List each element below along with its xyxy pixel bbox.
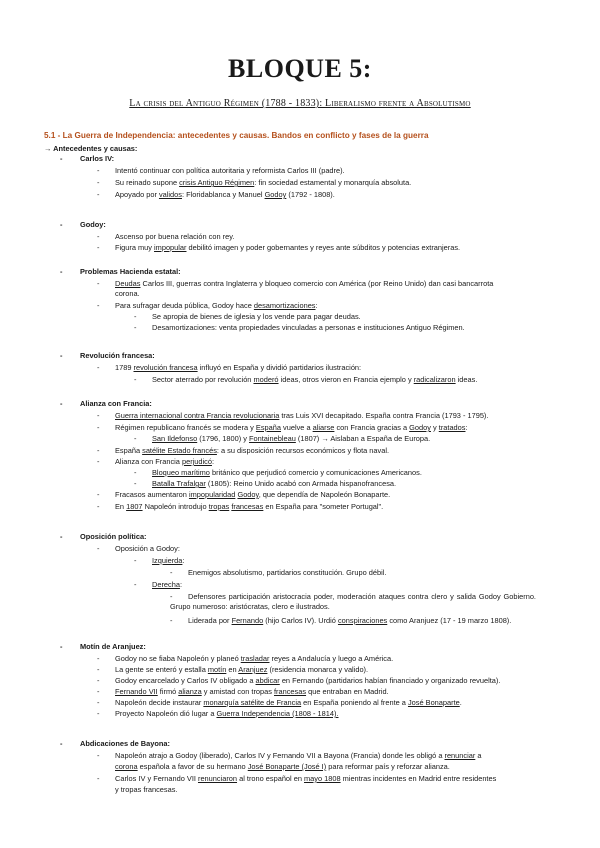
list-item: - La gente se enteró y estalla motín en Aranjuez (residencia monarca y valido).	[97, 665, 369, 674]
topic-motin: - Motín de Aranjuez:	[60, 642, 146, 651]
list-item: - Desamortizaciones: venta propiedades vinculadas a personas e instituciones Antiguo Régimen.	[134, 323, 465, 332]
topic-carlos-iv: - Carlos IV:	[60, 154, 115, 163]
list-item: - Godoy no se fiaba Napoleón y planeó trasladar reyes a Andalucía y luego a América.	[97, 654, 394, 663]
list-item: - Intentó continuar con política autoritaria y reformista Carlos III (padre).	[97, 166, 345, 175]
list-item-continuation: y tropas francesas.	[115, 785, 178, 794]
list-item: - Derecha:	[134, 580, 182, 589]
list-item: - Napoleón atrajo a Godoy (liberado), Carlos IV y Fernando VII a Bayona (Francia) donde les obligó a renunciar a	[97, 751, 482, 760]
list-item: - Napoleón decide instaurar monarquía satélite de Francia en España poniendo al frente a José Bonaparte.	[97, 698, 462, 707]
list-item: - Liderada por Fernando (hijo Carlos IV). Urdió conspiraciones como Aranjuez (17 - 19 marzo 1808).	[170, 616, 512, 625]
list-item: - Fernando VII firmó alianza y amistad con tropas francesas que entraban en Madrid.	[97, 687, 389, 696]
list-item-continuation: corona.	[115, 289, 140, 298]
list-item: - Alianza con Francia perjudicó:	[97, 457, 215, 466]
section-heading: 5.1 - La Guerra de Independencia: antecedentes y causas. Bandos en conflicto y fases de la guerra	[44, 131, 429, 140]
page-title: BLOQUE 5:	[228, 54, 372, 83]
list-item: - Enemigos absolutismo, partidarios constitución. Grupo débil.	[170, 568, 387, 577]
list-item: - Defensores participación aristocracia poder, moderación ataques contra clero y salida Godoy Gobierno. Grupo numeroso: aristócratas, clero e ilustrados.	[170, 592, 536, 611]
list-item: - 1789 revolución francesa influyó en España y dividió partidarios ilustración:	[97, 363, 362, 372]
list-item: - En 1807 Napoleón introdujo tropas francesas en España para "someter Portugal".	[97, 502, 384, 511]
list-item: - Fracasos aumentaron impopularidad Godoy, que dependía de Napoleón Bonaparte.	[97, 490, 391, 499]
list-item: - Izquierda:	[134, 556, 185, 565]
topic-hacienda: - Problemas Hacienda estatal:	[60, 267, 181, 276]
list-item: - Proyecto Napoleón dió lugar a Guerra Independencia (1808 - 1814).	[97, 709, 339, 718]
list-item: - Figura muy impopular debilitó imagen y poder gobernantes y reyes ante súbditos y potencias extranjeras.	[97, 243, 461, 252]
list-item: - Carlos IV y Fernando VII renunciaron al trono español en mayo 1808 mientras incidentes en Madrid entre residentes	[97, 774, 497, 783]
list-item: - Sector aterrado por revolución moderó ideas, otros vieron en Francia ejemplo y radicalizaron ideas.	[134, 375, 478, 384]
topic-oposicion: - Oposición política:	[60, 532, 147, 541]
list-item: - Oposición a Godoy:	[97, 544, 180, 553]
list-item: - Para sufragar deuda pública, Godoy hace desamortizaciones:	[97, 301, 318, 310]
topic-bayona: - Abdicaciones de Bayona:	[60, 739, 170, 748]
topic-revolucion: - Revolución francesa:	[60, 351, 155, 360]
antecedentes-heading: → Antecedentes y causas:	[44, 144, 138, 153]
list-item: - Apoyado por validos: Floridablanca y Manuel Godoy (1792 - 1808).	[97, 190, 335, 199]
list-item: - Se apropia de bienes de iglesia y los vende para pagar deudas.	[134, 312, 361, 321]
list-item: - Batalla Trafalgar (1805): Reino Unido acabó con Armada hispanofrancesa.	[134, 479, 397, 488]
topic-godoy: - Godoy:	[60, 220, 106, 229]
page-subtitle: La crisis del Antiguo Régimen (1788 - 1833): Liberalismo frente a Absolutismo	[129, 98, 471, 109]
list-item: - San Ildefonso (1796, 1800) y Fontainebleau (1807) → Aislaban a España de Europa.	[134, 434, 431, 443]
list-item: - Guerra internacional contra Francia revolucionaria tras Luis XVI decapitado. España contra Francia (1793 - 1795).	[97, 411, 489, 420]
list-item: - Godoy encarcelado y Carlos IV obligado a abdicar en Fernando (partidarios habían financiado y organizado revuelta).	[97, 676, 501, 685]
list-item-continuation: corona española a favor de su hermano José Bonaparte (José I) para reformar país y reforzar alianza.	[115, 762, 450, 771]
list-item: - Régimen republicano francés se modera y España vuelve a aliarse con Francia gracias a Godoy y tratados:	[97, 423, 468, 432]
list-item: - España satélite Estado francés: a su disposición recursos económicos y flota naval.	[97, 446, 390, 455]
list-item: - Ascenso por buena relación con rey.	[97, 232, 235, 241]
list-item: - Su reinado supone crisis Antiguo Régimen: fin sociedad estamental y monarquía absoluta.	[97, 178, 412, 187]
list-item: - Bloqueo marítimo británico que perjudicó comercio y comunicaciones Americanos.	[134, 468, 422, 477]
list-item: - Deudas Carlos III, guerras contra Inglaterra y bloqueo comercio con América (por Reino Unido) dan casi bancarrota	[97, 279, 494, 288]
topic-alianza: - Alianza con Francia:	[60, 399, 152, 408]
